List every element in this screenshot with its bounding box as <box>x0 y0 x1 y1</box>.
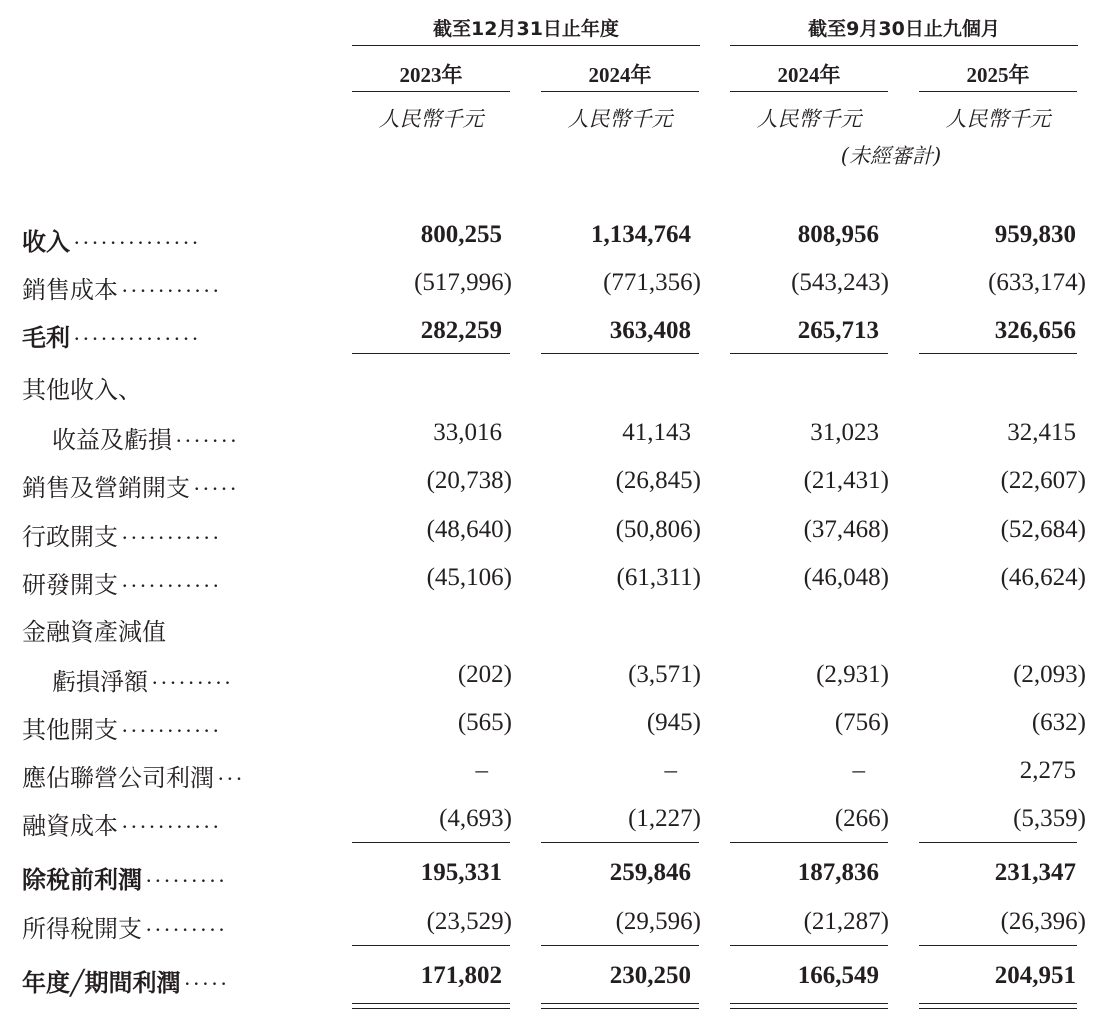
cell-value: (26,396) <box>1000 908 1086 935</box>
cell-value: 2,275 <box>1019 757 1076 784</box>
row-label: 金融資產減值 <box>22 618 166 646</box>
subtotal-rule <box>919 353 1077 354</box>
cell-value: – <box>475 757 488 784</box>
cell-value: (633,174) <box>988 269 1086 296</box>
row-leader-dots: ....... <box>176 422 240 447</box>
row-leader-dots: ........... <box>122 808 223 833</box>
row-label: 應佔聯營公司利潤 <box>22 764 214 792</box>
cell-value: (23,529) <box>426 908 512 935</box>
row-label: 所得稅開支 <box>22 915 142 943</box>
subtotal-rule <box>352 353 510 354</box>
year-rule-4 <box>919 91 1077 92</box>
cell-value: 265,713 <box>797 317 879 344</box>
cell-value: 1,134,764 <box>591 221 691 248</box>
cell-value: (61,311) <box>616 564 701 591</box>
year-rule-2 <box>541 91 699 92</box>
row-leader-dots: ......... <box>152 664 234 689</box>
cell-value: 41,143 <box>622 419 691 446</box>
cell-value: (1,227) <box>628 805 701 832</box>
subtotal-rule <box>541 945 699 946</box>
row-label: 融資成本 <box>22 812 118 840</box>
subtotal-rule <box>730 842 888 843</box>
cell-value: 230,250 <box>609 962 691 989</box>
row-leader-dots: .............. <box>74 320 202 345</box>
unit-label-2: 人民幣千元 <box>567 107 673 131</box>
cell-value: 959,830 <box>994 221 1076 248</box>
subtotal-rule <box>919 945 1077 946</box>
row-leader-dots: ........... <box>122 567 223 592</box>
cell-value: (52,684) <box>1000 516 1086 543</box>
subtotal-rule <box>541 842 699 843</box>
row-leader-dots: ......... <box>146 911 228 936</box>
total-double-rule <box>919 1003 1077 1009</box>
row-leader-dots: ........... <box>122 519 223 544</box>
row-label: 銷售及營銷開支 <box>22 474 190 502</box>
row-leader-dots: .............. <box>74 224 202 249</box>
cell-value: (202) <box>457 661 512 688</box>
cell-value: (45,106) <box>426 564 512 591</box>
cell-value: 31,023 <box>810 419 879 446</box>
year-header-2: 2024年 <box>588 63 652 87</box>
year-header-3: 2024年 <box>777 63 841 87</box>
row-label: 銷售成本 <box>22 276 118 304</box>
unit-label-1: 人民幣千元 <box>378 107 484 131</box>
cell-value: (756) <box>834 709 889 736</box>
row-label: 除稅前利潤 <box>22 866 142 894</box>
cell-value: (21,287) <box>803 908 889 935</box>
total-double-rule <box>730 1003 888 1009</box>
cell-value: (48,640) <box>426 516 512 543</box>
row-label: 毛利 <box>22 324 70 352</box>
cell-value: (50,806) <box>615 516 701 543</box>
header-group-annual: 截至12月31日止年度 <box>433 18 619 40</box>
cell-value: (266) <box>834 805 889 832</box>
cell-value: 808,956 <box>797 221 879 248</box>
subtotal-rule <box>352 945 510 946</box>
header-group-nine-months-rule <box>730 45 1078 46</box>
row-label: 虧損淨額 <box>52 668 148 696</box>
subtotal-rule <box>541 353 699 354</box>
unaudited-note: (未經審計) <box>840 144 942 168</box>
cell-value: (517,996) <box>414 269 512 296</box>
cell-value: (2,931) <box>816 661 889 688</box>
year-header-1: 2023年 <box>399 63 463 87</box>
cell-value: (26,845) <box>615 467 701 494</box>
cell-value: 800,255 <box>420 221 502 248</box>
cell-value: (37,468) <box>803 516 889 543</box>
row-label: 收益及虧損 <box>52 426 172 454</box>
row-label: 年度╱期間利潤 <box>22 969 181 997</box>
cell-value: 326,656 <box>994 317 1076 344</box>
row-leader-dots: ..... <box>184 965 230 990</box>
cell-value: (3,571) <box>628 661 701 688</box>
cell-value: 32,415 <box>1007 419 1076 446</box>
year-rule-1 <box>352 91 510 92</box>
header-group-nine-months: 截至9月30日止九個月 <box>808 18 1000 40</box>
row-label: 收入 <box>22 228 70 256</box>
cell-value: (565) <box>457 709 512 736</box>
subtotal-rule <box>919 842 1077 843</box>
row-label: 行政開支 <box>22 523 118 551</box>
cell-value: (771,356) <box>603 269 701 296</box>
cell-value: 195,331 <box>420 859 502 886</box>
row-leader-dots: ......... <box>146 862 228 887</box>
row-leader-dots: ........... <box>122 712 223 737</box>
row-leader-dots: ... <box>218 760 246 785</box>
unit-label-3: 人民幣千元 <box>756 107 862 131</box>
cell-value: 259,846 <box>609 859 691 886</box>
subtotal-rule <box>730 353 888 354</box>
cell-value: (20,738) <box>426 467 512 494</box>
cell-value: 204,951 <box>994 962 1076 989</box>
row-leader-dots: ..... <box>194 470 240 495</box>
cell-value: 33,016 <box>433 419 502 446</box>
subtotal-rule <box>352 842 510 843</box>
cell-value: – <box>852 757 865 784</box>
cell-value: (46,048) <box>803 564 889 591</box>
row-label: 其他開支 <box>22 716 118 744</box>
cell-value: (46,624) <box>1000 564 1086 591</box>
cell-value: (29,596) <box>615 908 701 935</box>
row-label: 其他收入、 <box>22 376 142 404</box>
cell-value: (22,607) <box>1000 467 1086 494</box>
year-rule-3 <box>730 91 888 92</box>
cell-value: (21,431) <box>803 467 889 494</box>
header-group-annual-rule <box>352 45 700 46</box>
cell-value: (5,359) <box>1013 805 1086 832</box>
total-double-rule <box>541 1003 699 1009</box>
unit-label-4: 人民幣千元 <box>945 107 1051 131</box>
cell-value: (632) <box>1031 709 1086 736</box>
row-label: 研發開支 <box>22 571 118 599</box>
year-header-4: 2025年 <box>966 63 1030 87</box>
cell-value: (945) <box>646 709 701 736</box>
cell-value: 363,408 <box>609 317 691 344</box>
row-leader-dots: ........... <box>122 272 223 297</box>
cell-value: 282,259 <box>420 317 502 344</box>
cell-value: (2,093) <box>1013 661 1086 688</box>
subtotal-rule <box>730 945 888 946</box>
cell-value: 187,836 <box>797 859 879 886</box>
cell-value: 171,802 <box>420 962 502 989</box>
cell-value: (4,693) <box>439 805 512 832</box>
cell-value: 166,549 <box>797 962 879 989</box>
total-double-rule <box>352 1003 510 1009</box>
cell-value: – <box>664 757 677 784</box>
cell-value: 231,347 <box>994 859 1076 886</box>
cell-value: (543,243) <box>791 269 889 296</box>
